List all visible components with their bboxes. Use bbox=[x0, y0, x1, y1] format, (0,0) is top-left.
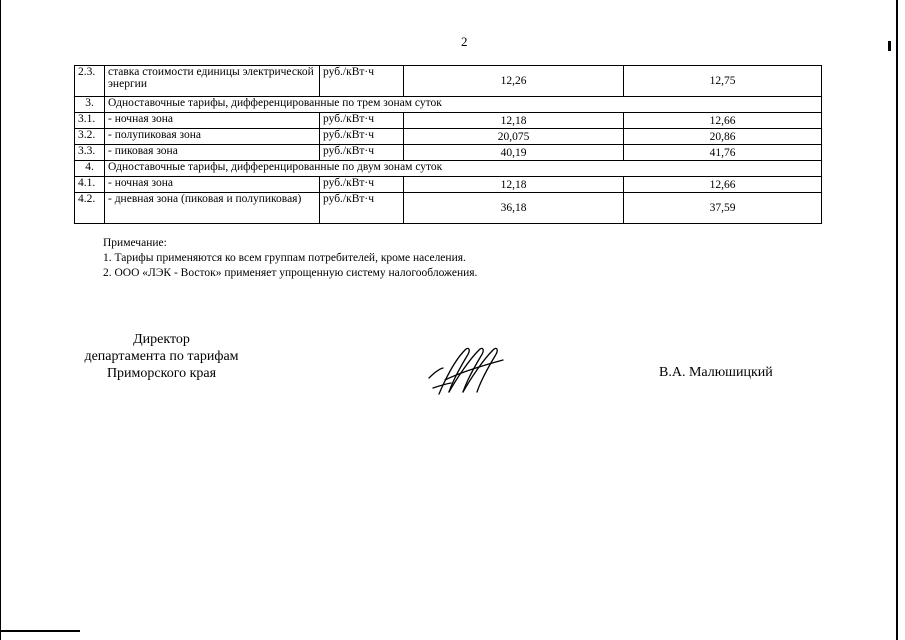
scan-mark bbox=[888, 41, 891, 51]
unit-cell: руб./кВт·ч bbox=[320, 145, 404, 161]
row-number-cell: 4.2. bbox=[75, 193, 105, 224]
note-item: 1. Тарифы применяются ко всем группам потребителей, кроме населения. bbox=[103, 252, 466, 264]
section-title-cell: Одноставочные тарифы, дифференцированные по трем зонам суток bbox=[105, 97, 822, 113]
value-cell: 20,075 bbox=[404, 129, 624, 145]
value-cell: 12,18 bbox=[404, 113, 624, 129]
tariff-row bbox=[75, 177, 822, 193]
value-cell: 40,19 bbox=[404, 145, 624, 161]
unit-cell: руб./кВт·ч bbox=[320, 66, 404, 97]
value-cell: 12,66 bbox=[624, 113, 822, 129]
signatory-title-line: департамента по тарифам bbox=[84, 349, 239, 364]
signatory-title-line: Приморского края bbox=[106, 366, 217, 381]
section-row bbox=[75, 97, 822, 113]
name-cell: ставка стоимости единицы электрической энергии bbox=[105, 66, 320, 97]
note-heading: Примечание: bbox=[103, 237, 167, 249]
name-cell: - ночная зона bbox=[105, 177, 320, 193]
row-number-cell: 3.1. bbox=[75, 113, 105, 129]
row-number-cell: 3. bbox=[75, 97, 105, 113]
value-cell: 41,76 bbox=[624, 145, 822, 161]
unit-cell: руб./кВт·ч bbox=[320, 113, 404, 129]
tariff-row bbox=[75, 145, 822, 161]
name-cell: - пиковая зона bbox=[105, 145, 320, 161]
section-row bbox=[75, 161, 822, 177]
unit-cell: руб./кВт·ч bbox=[320, 177, 404, 193]
tariff-row bbox=[75, 129, 822, 145]
value-cell: 12,26 bbox=[404, 66, 624, 97]
scan-edge-bottom bbox=[0, 630, 80, 632]
tariff-table bbox=[74, 65, 822, 224]
name-cell: - ночная зона bbox=[105, 113, 320, 129]
value-cell: 12,66 bbox=[624, 177, 822, 193]
signatory-title bbox=[74, 331, 249, 382]
note-item: 2. ООО «ЛЭК - Восток» применяет упрощенную систему налогообложения. bbox=[103, 267, 478, 279]
value-cell: 12,75 bbox=[624, 66, 822, 97]
handwritten-signature bbox=[425, 342, 515, 398]
signatory-name: В.А. Малюшицкий bbox=[659, 365, 773, 380]
page-number: 2 bbox=[461, 34, 468, 49]
row-number-cell: 4.1. bbox=[75, 177, 105, 193]
tariff-row bbox=[75, 66, 822, 97]
unit-cell: руб./кВт·ч bbox=[320, 193, 404, 224]
note bbox=[103, 236, 477, 281]
value-cell: 36,18 bbox=[404, 193, 624, 224]
row-number-cell: 3.3. bbox=[75, 145, 105, 161]
name-cell: - дневная зона (пиковая и полупиковая) bbox=[105, 193, 320, 224]
signatory-title-line: Директор bbox=[133, 332, 190, 347]
unit-cell: руб./кВт·ч bbox=[320, 129, 404, 145]
tariff-row bbox=[75, 193, 822, 224]
scan-edge-left bbox=[0, 0, 1, 640]
value-cell: 20,86 bbox=[624, 129, 822, 145]
name-cell: - полупиковая зона bbox=[105, 129, 320, 145]
row-number-cell: 2.3. bbox=[75, 66, 105, 97]
row-number-cell: 4. bbox=[75, 161, 105, 177]
value-cell: 12,18 bbox=[404, 177, 624, 193]
tariff-row bbox=[75, 113, 822, 129]
scan-edge-right bbox=[896, 0, 898, 640]
value-cell: 37,59 bbox=[624, 193, 822, 224]
row-number-cell: 3.2. bbox=[75, 129, 105, 145]
section-title-cell: Одноставочные тарифы, дифференцированные по двум зонам суток bbox=[105, 161, 822, 177]
